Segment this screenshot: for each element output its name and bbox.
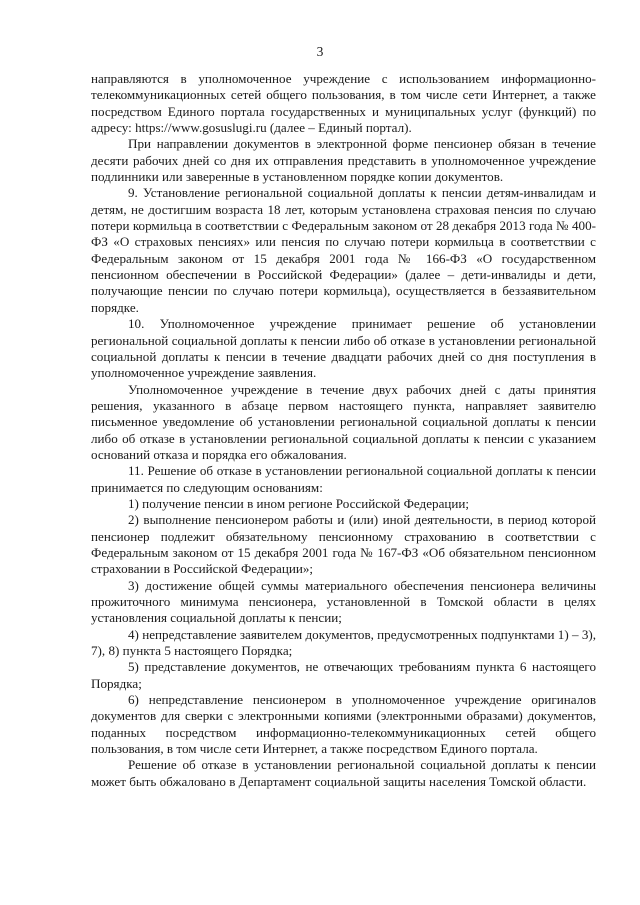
paragraph-ground-4: 4) непредставление заявителем документов, предусмотренных подпунктами 1) – 3), 7), 8) пункта 5 настоящего Порядка; <box>91 626 596 659</box>
paragraph-continuation: направляются в уполномоченное учреждение с использованием информационно-телекоммуникационных сетей общего пользования, в том числе сети Интернет, а также посредством Единого портала государственных и муниципальных услуг (функций) по адресу: https://www.gosuslugi.ru (далее – Единый портал). <box>91 71 596 136</box>
paragraph-appeal: Решение об отказе в установлении региональной социальной доплаты к пенсии может быть обжаловано в Департамент социальной защиты населения Томской области. <box>91 757 596 789</box>
document-body <box>91 71 596 790</box>
paragraph-notification: Уполномоченное учреждение в течение двух рабочих дней с даты принятия решения, указанного в абзаце первом настоящего пункта, направляет заявителю письменное уведомление об установлении региональной социальной доплаты к пенсии либо об отказе в установлении региональной социальной доплаты к пенсии с указанием оснований отказа и порядка его обжалования. <box>91 381 596 462</box>
paragraph-ground-5: 5) представление документов, не отвечающих требованиям пункта 6 настоящего Порядка; <box>91 659 596 691</box>
paragraph-ground-2: 2) выполнение пенсионером работы и (или) иной деятельности, в период которой пенсионер подлежит обязательному пенсионному страхованию в соответствии с Федеральным законом от 15 декабря 2001 года № 167-ФЗ «Об обязательном пенсионном страховании в Российской Федерации»; <box>91 512 596 577</box>
paragraph-electronic-submission: При направлении документов в электронной форме пенсионер обязан в течение десяти рабочих дней со дня их отправления представить в уполномоченное учреждение подлинники или заверенные в установленном порядке копии документов. <box>91 136 596 185</box>
paragraph-ground-3: 3) достижение общей суммы материального обеспечения пенсионера величины прожиточного минимума пенсионера, установленной в Томской области в целях установления социальной доплаты к пенсии; <box>91 577 596 626</box>
paragraph-ground-6: 6) непредставление пенсионером в уполномоченное учреждение оригиналов документов для сверки с электронными копиями (электронными образами) документов, поданных посредством информационно-телекоммуникационных сетей общего пользования, в том числе сети Интернет, а также посредством Единого портала. <box>91 692 596 757</box>
paragraph-ground-1: 1) получение пенсии в ином регионе Российской Федерации; <box>128 495 470 511</box>
paragraph-item-11: 11. Решение об отказе в установлении региональной социальной доплаты к пенсии принимается по следующим основаниям: <box>91 463 596 495</box>
paragraph-item-9: 9. Установление региональной социальной доплаты к пенсии детям-инвалидам и детям, не достигшим возраста 18 лет, которым установлена страховая пенсия по случаю потери кормильца в соответствии с Федеральным законом от 28 декабря 2013 года № 400-ФЗ «О страховых пенсиях» или пенсия по случаю потери кормильца в соответствии с Федеральным законом от 15 декабря 2001 года № 166-ФЗ «О государственном пенсионном обеспечении в Российской Федерации» (далее – дети-инвалиды и дети, получающие пенсии по случаю потери кормильца), осуществляется в беззаявительном порядке. <box>91 185 596 315</box>
paragraph-item-10: 10. Уполномоченное учреждение принимает решение об установлении региональной социальной доплаты к пенсии либо об отказе в установлении региональной социальной доплаты к пенсии в течение двадцати рабочих дней со дня поступления в уполномоченное учреждение заявления. <box>91 316 596 381</box>
page-number: 3 <box>316 44 324 59</box>
